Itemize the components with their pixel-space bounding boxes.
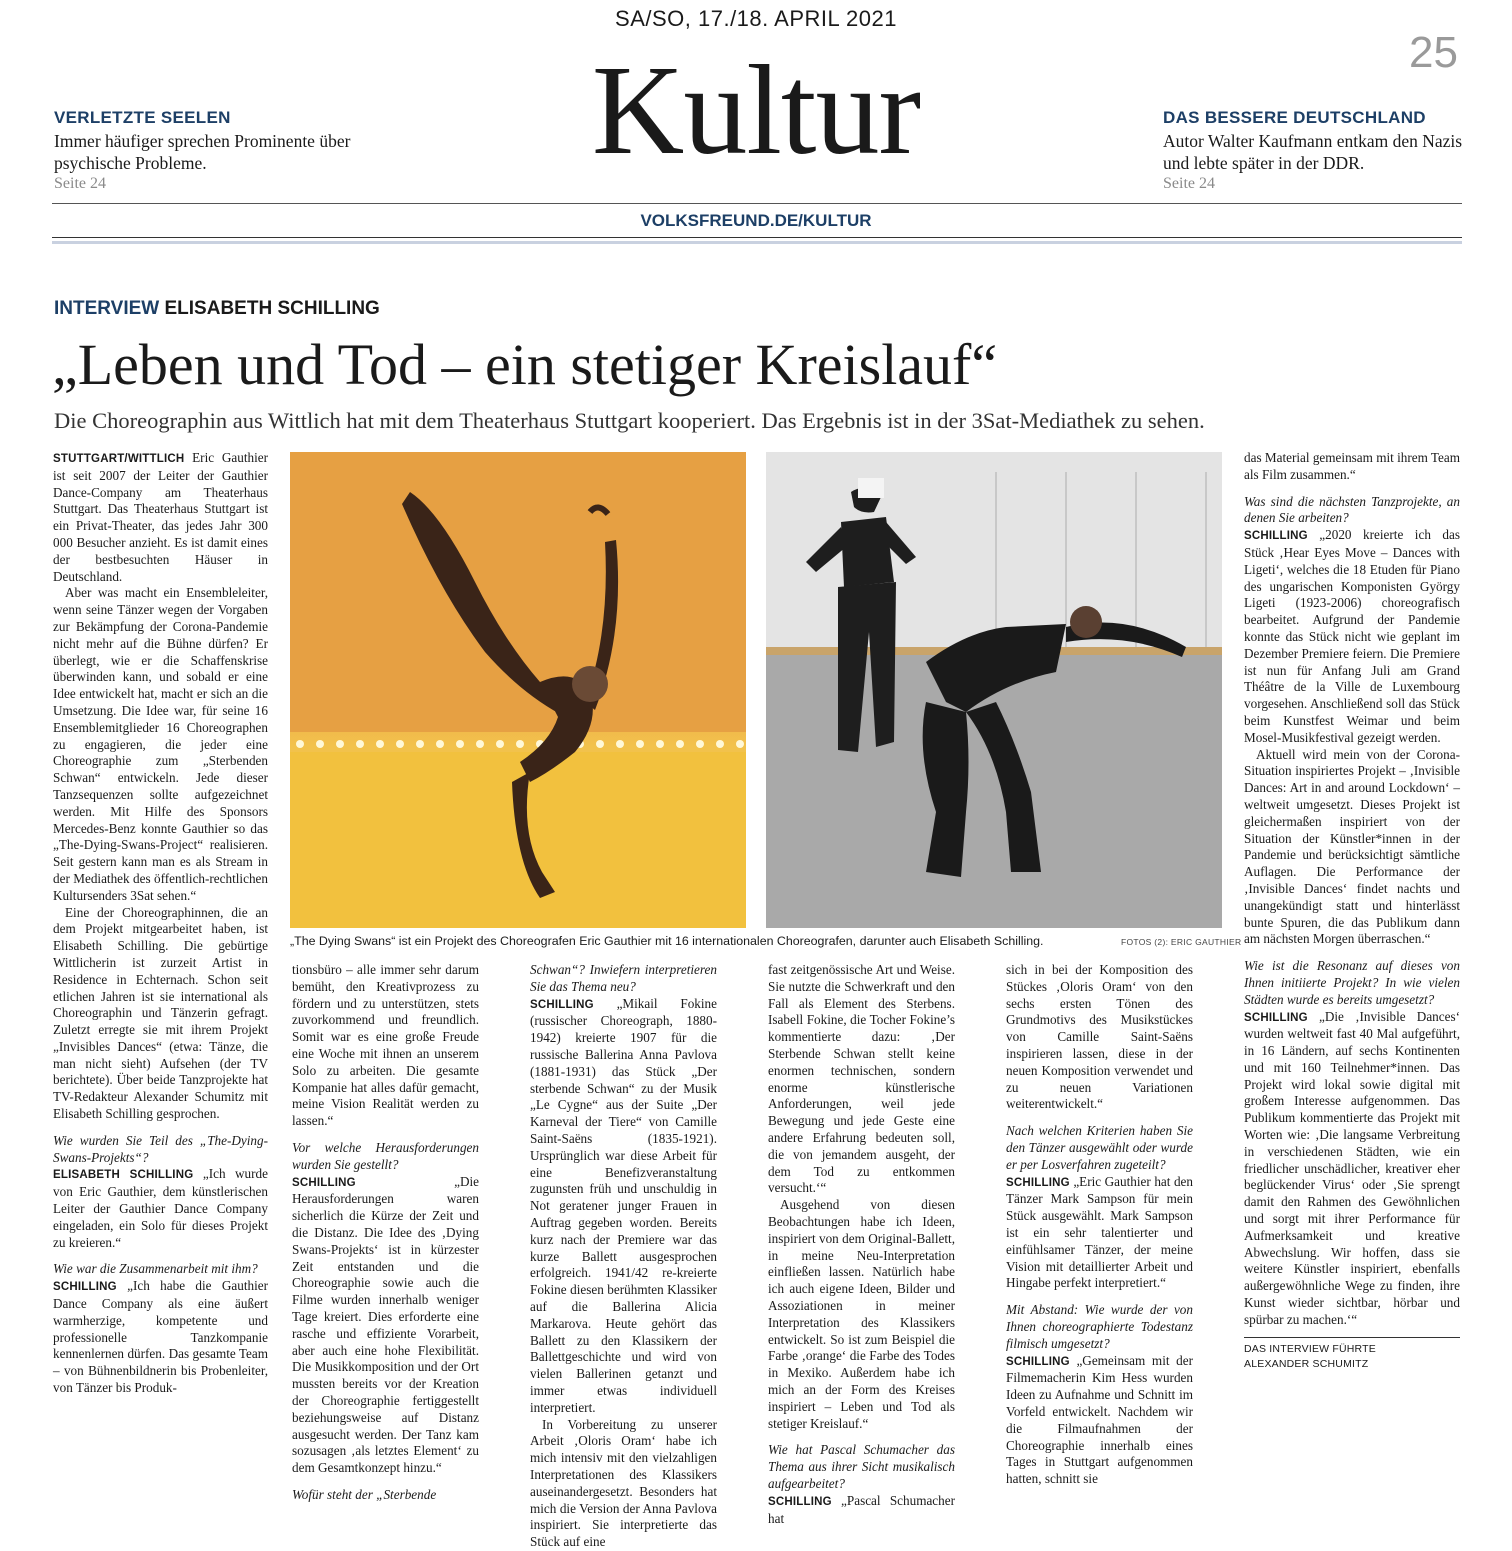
interview-question: Mit Abstand: Wie wurde der von Ihnen choreographierte Todestanz filmisch umgesetzt? [1006, 1302, 1193, 1351]
answer-text: „Mikail Fokine (russischer Choreograph, 1880-1942) kreierte 1907 für die russische Ballerina Anna Pavlova (1881-1931) das Stück „Der sterbende Schwan“ zu der Musik „Le Cygne“ aus der Suite „Der Karneval der Tiere“ von Camille Saint-Saëns (1835-1921). Ursprünglich war diese Arbeit für eine Benefizveranstaltung zugunsten früh und unschuldig in Not geratener junger Frauen in Auftrag gegeben worden. Bereits kurz nach der Premiere war das kurze Ballett ausgesprochen erfolgreich. 1941/42 re-kreierte Fokine diesen berühmten Klassiker auf die Ballerina Alicia Markarova. Heute gehört das Ballett zu den Klassikern der Ballettgeschichte und wird von vielen Ballerinen getanzt und immer etwas individuell interpretiert. [530, 995, 717, 1415]
paragraph: Aber was macht ein Ensembleleiter, wenn seine Tänzer wegen der Vorgaben zur Bekämpfung der Corona-Pandemie nicht mehr auf die Bühne dürfen? Er überlegt, wie er die Schaffenskrise überwinden kann, und sobald er eine Idee entwickelt hat, macht er sich an die Umsetzung. Die Idee war, für seine 16 Ensemblemitglieder 16 Choreographen zu engagieren, die jeder eine Choreographie zum „Sterbenden Schwan“ entwickeln. Jede dieser Tanzsequenzen sollte aufgezeichnet werden. Mit Hilfe des Sponsors Mercedes-Benz konnte Gauthier so das „The-Dying-Swans-Project“ realisieren. Seit gestern kann man es als Stream in der Mediathek des öffentlich-rechtlichen Kultursenders 3Sat sehen.“ [53, 585, 268, 903]
answer-text: „Die ‚Invisible Dances‘ wurden weltweit fast 40 Mal aufgeführt, in 16 Ländern, auf sechs Kontinenten und mit 160 Teilnehmer*innen. Das Projekt wird lokal sowie digital mit großem Interesse aufgenommen. Das Publikum kommentierte das Projekt mit Worten wie: ‚Die langsame Verbreitung in verschiedenen Städten, wie ein friedlicher unschädlicher, kreativer eher beglückender Virus‘ oder ‚Sie sprengt damit den Rahmen des Gewöhnlichen und sorgt mit ihrer Performance für Aufmerksamkeit und kreative Abwechslung. Wir hoffen, dass sie weitere Künstler inspiriert, ebenfalls außergewöhnliche Wege zu finden, ihre Kunst wieder sichtbar, hörbar und spürbar zu machen.‘“ [1244, 1008, 1461, 1327]
dateline: STUTTGART/WITTLICH [53, 453, 185, 465]
signature-divider [1244, 1337, 1460, 1338]
dancer-illustration [290, 452, 746, 928]
answer-text: „Ich wurde von Eric Gauthier, dem künstlerischen Leiter der Gauthier Dance Company eingeladen, ein Solo für dieses Projekt zu kreieren.“ [53, 1166, 268, 1250]
teaser-right[interactable] [1163, 108, 1463, 194]
paragraph-text: Eric Gauthier ist seit 2007 der Leiter der Gauthier Dance-Company am Theaterhaus Stuttgart. Das Theaterhaus Stuttgart ist ein Privat-Theater, das jedes Jahr 300 000 Besucher anzieht. Es ist damit eines der bestbesuchten Häuser in Deutschland. [53, 450, 268, 584]
paragraph: Ausgehend von diesen Beobachtungen habe ich Ideen, inspiriert von dem Original-Ballett, in meine Neu-Interpretation einfließen lassen. Natürlich habe ich auch eigene Ideen, Bilder und Assoziationen in meiner Interpretation des Klassikers entwickelt. So ist zum Beispiel die Farbe ‚orange‘ die Farbe des Todes in Mexiko. Außerdem habe ich mich an der Form des Kreises inspiriert – Leben und Tod als stetiger Kreislauf.“ [768, 1197, 955, 1431]
article-kicker [54, 298, 380, 320]
article-column-6 [1244, 450, 1460, 1372]
paragraph: das Material gemeinsam mit ihrem Team als Film zusammen.“ [1244, 450, 1460, 482]
interview-answer [53, 1166, 268, 1251]
answer-text: „Ich habe die Gauthier Dance Company als eine äußert warmherzige, kompetente und professionelle Tanzkompanie kennenlernen dürfen. Das gesamte Team – von Bühnenbildnerin bis Probenleiter, von Tänzer bis Produk- [53, 1278, 268, 1396]
interview-question: Wie ist die Resonanz auf dieses von Ihnen initiierte Projekt? In wie vielen Städten wurde es bereits umgesetzt? [1244, 958, 1460, 1007]
issue-date: SA/SO, 17./18. APRIL 2021 [615, 6, 897, 31]
speaker-label: SCHILLING [1006, 1176, 1070, 1189]
teaser-text: Autor Walter Kaufmann entkam den Nazis und lebte später in der DDR. [1163, 131, 1463, 173]
kicker-name: ELISABETH SCHILLING [164, 298, 380, 319]
answer-text: „2020 kreierte ich das Stück ‚Hear Eyes Move – Dances with Ligeti‘, welches die 18 Etuden für Piano des ungarischen Komponisten György Ligeti (1923-2006) choreografisch bearbeitet. Aufgrund der Pandemie konnte das Stück nicht wie geplant im Dezember Premiere feiern. Die Premiere ist nun für Anfang Juli am Grand Théâtre de la Ville de Luxembourg vorgesehen. Anschließend soll das Stück beim Kunstfest Weimar und beim Mosel-Musikfestival gezeigt werden. [1244, 527, 1461, 745]
interview-question: Nach welchen Kriterien haben Sie den Tänzer ausgewählt oder wurde er per Losverfahren zugeteilt? [1006, 1123, 1193, 1172]
speaker-label: ELISABETH SCHILLING [53, 1169, 194, 1182]
article-column-5 [1006, 962, 1193, 1488]
paragraph: Aktuell wird mein von der Corona-Situation inspiriertes Projekt – ‚Invisible Dances: Art in and around Lockdown‘ – weltweit umgesetzt. Dieses Projekt ist gleichermaßen inspiriert von der Situation der Künstler*innen in der Pandemie und berücksichtigt sämtliche Auflagen. Die Performance der ‚Invisible Dances‘ findet nachts und unangekündigt statt und hinterlässt bunte Spuren, die das Publikum dann am nächsten Morgen überraschen.“ [1244, 746, 1460, 947]
speaker-label: SCHILLING [1244, 1011, 1308, 1024]
author-credit-line: DAS INTERVIEW FÜHRTE [1244, 1342, 1376, 1355]
article-subhead: Die Choreographin aus Wittlich hat mit dem Theaterhaus Stuttgart kooperiert. Das Ergebnis ist in der 3Sat-Mediathek zu sehen. [54, 408, 1205, 433]
dancer-photo-orange[interactable] [290, 452, 746, 928]
interview-answer [768, 1493, 955, 1528]
paragraph: Eine der Choreographinnen, die an dem Projekt mitgearbeitet haben, ist Elisabeth Schilling. Die gebürtige Wittlicherin ist zurzeit Artist in Residence in Echternach. Schon seit etlichen Jahren ist sie international als Choreographin und Tänzerin gefragt. Zuletzt erregte sie mit ihrem Projekt „Invisibles Dances“ (etwa: Tänze, die man nicht sieht) Aufsehen (der TV berichtete). Über beide Tanzprojekte hat TV-Redakteur Alexander Schumitz mit Elisabeth Schilling gesprochen. [53, 904, 268, 1122]
interview-answer [53, 1278, 268, 1397]
speaker-label: SCHILLING [1244, 530, 1308, 543]
teaser-page-ref: Seite 24 [1163, 175, 1215, 192]
teaser-text: Immer häufiger sprechen Prominente über psychische Probleme. [54, 131, 351, 173]
interview-question: Wie wurden Sie Teil des „The-Dying-Swans-Projekts“? [53, 1132, 268, 1165]
speaker-label: SCHILLING [530, 998, 594, 1011]
paragraph: fast zeitgenössische Art und Weise. Sie nutzte die Schwerkraft und den Fall als Element des Sterbens. Isabell Fokine, die Tocher Fokine’s kommentierte dazu: ‚Der Sterbende Schwan stellt keine enormen technischen, sondern enorme künstlerische Anforderungen, weil jede Bewegung und jede Geste eine andere Erfahrung bedeuten soll, die von jemandem ausgeht, der dem Tod zu entkommen versucht.‘“ [768, 962, 955, 1196]
interview-answer [530, 996, 717, 1417]
photo-credit: FOTOS (2): ERIC GAUTHIER [1121, 937, 1242, 947]
paragraph [53, 450, 268, 585]
interview-answer [292, 1174, 479, 1477]
paragraph: tionsbüro – alle immer sehr darum bemüht, den Kreativprozess zu fördern und zu unterstützen, stets zuvorkommend und freundlich. Somit war es eine große Freude eine Woche mit ihnen an unserem Solo zu arbeiten. Die gesamte Kompanie hat alles dafür gemacht, meine Vision Realität werden zu lassen.“ [292, 962, 479, 1129]
answer-text: „Pascal Schumacher hat [768, 1492, 955, 1526]
article-column-4 [768, 962, 955, 1527]
answer-text: „Eric Gauthier hat den Tänzer Mark Sampson für mein Stück ausgewählt. Mark Sampson ist ein sehr talentierter und einfühlsamer Tänzer, der meine Vision mit detaillierter Arbeit und Hingabe perfekt interpretiert.“ [1006, 1173, 1194, 1291]
article-column-1 [53, 450, 268, 1397]
article-column-3 [530, 962, 717, 1551]
speaker-label: SCHILLING [768, 1495, 832, 1508]
paragraph: sich in bei der Komposition des Stückes ‚Oloris Oram‘ von den sechs ersten Tönen des Grundmotivs des Musikstückes von Camille Saint-Saëns inspirieren lassen, diese in der neuen Komposition verwendet und zu neuen Variationen weiterentwickelt.“ [1006, 962, 1193, 1112]
photo-caption: „The Dying Swans“ ist ein Projekt des Choreografen Eric Gauthier mit 16 internationalen Choreografen, darunter auch Elisabeth Schilling. [290, 934, 1044, 948]
author-name: ALEXANDER SCHUMITZ [1244, 1357, 1369, 1370]
interview-answer [1006, 1353, 1193, 1488]
interview-question: Wie war die Zusammenarbeit mit ihm? [53, 1261, 258, 1277]
speaker-label: SCHILLING [53, 1281, 117, 1294]
kicker-type: INTERVIEW [54, 298, 160, 319]
author-credit [1244, 1342, 1460, 1372]
interview-question: Wofür steht der „Sterbende [292, 1486, 437, 1502]
web-link[interactable]: VOLKSFREUND.DE/KULTUR [640, 211, 872, 230]
interview-answer [1006, 1174, 1193, 1293]
interview-question: Schwan“? Inwiefern interpretieren Sie das Thema neu? [530, 962, 717, 994]
rehearsal-illustration [766, 452, 1222, 928]
teaser-page-ref: Seite 24 [54, 175, 106, 192]
rehearsal-photo[interactable] [766, 452, 1222, 928]
answer-text: „Gemeinsam mit der Filmemacherin Kim Hess wurden Ideen zu Aufnahme und Schnitt im Vorfeld entwickelt. Nachdem wir die Filmaufnahmen der Choreographie innerhalb eines Tages in Stuttgart aufgenommen hatten, schnitt sie [1006, 1352, 1194, 1487]
speaker-label: SCHILLING [1006, 1355, 1070, 1368]
teaser-kicker: VERLETZTE SEELEN [54, 108, 231, 127]
section-title: Kultur [591, 39, 921, 181]
interview-answer [1244, 1009, 1460, 1329]
divider [52, 203, 1462, 204]
interview-question: Vor welche Herausforderungen wurden Sie gestellt? [292, 1139, 479, 1172]
article-column-2 [292, 962, 479, 1504]
answer-text: „Die Herausforderungen waren sicherlich die Kürze der Zeit und die Distanz. Die Idee des ‚Dying Swans-Projekts‘ ist in kürzester Zeit entstanden und die Choreographie sowie auch die Filme wurden innerhalb weniger Tage kreiert. Dies erforderte eine rasche und effiziente Vorarbeit, aber auch eine hohe Flexibilität. Die Musikkomposition und der Ort mussten bereits vor der Kreation der Choreographie fertiggestellt beziehungsweise auf Distanz ausgesucht werden. Der Tanz kam sozusagen ‚als letztes Element‘ zu dem Gesamtkonzept hinzu.“ [292, 1173, 479, 1476]
interview-answer [1244, 527, 1460, 746]
speaker-label: SCHILLING [292, 1176, 356, 1189]
page-number: 25 [1409, 28, 1458, 77]
divider-accent [52, 241, 1462, 244]
article-headline: „Leben und Tod – ein stetiger Kreislauf“ [52, 332, 998, 397]
teaser-kicker: DAS BESSERE DEUTSCHLAND [1163, 108, 1426, 127]
interview-question: Wie hat Pascal Schumacher das Thema aus ihrer Sicht musikalisch aufgearbeitet? [768, 1442, 955, 1491]
interview-question: Was sind die nächsten Tanzprojekte, an denen Sie arbeiten? [1244, 493, 1460, 526]
teaser-left[interactable] [54, 108, 384, 194]
divider [52, 237, 1462, 238]
paragraph: In Vorbereitung zu unserer Arbeit ‚Oloris Oram‘ habe ich mich intensiv mit den vielzahligen Interpretationen des Klassikers auseinandergesetzt. Besonders hat mich die Version der Anna Pavlova inspiriert. Sie interpretierte das Stück auf eine [530, 1416, 717, 1550]
